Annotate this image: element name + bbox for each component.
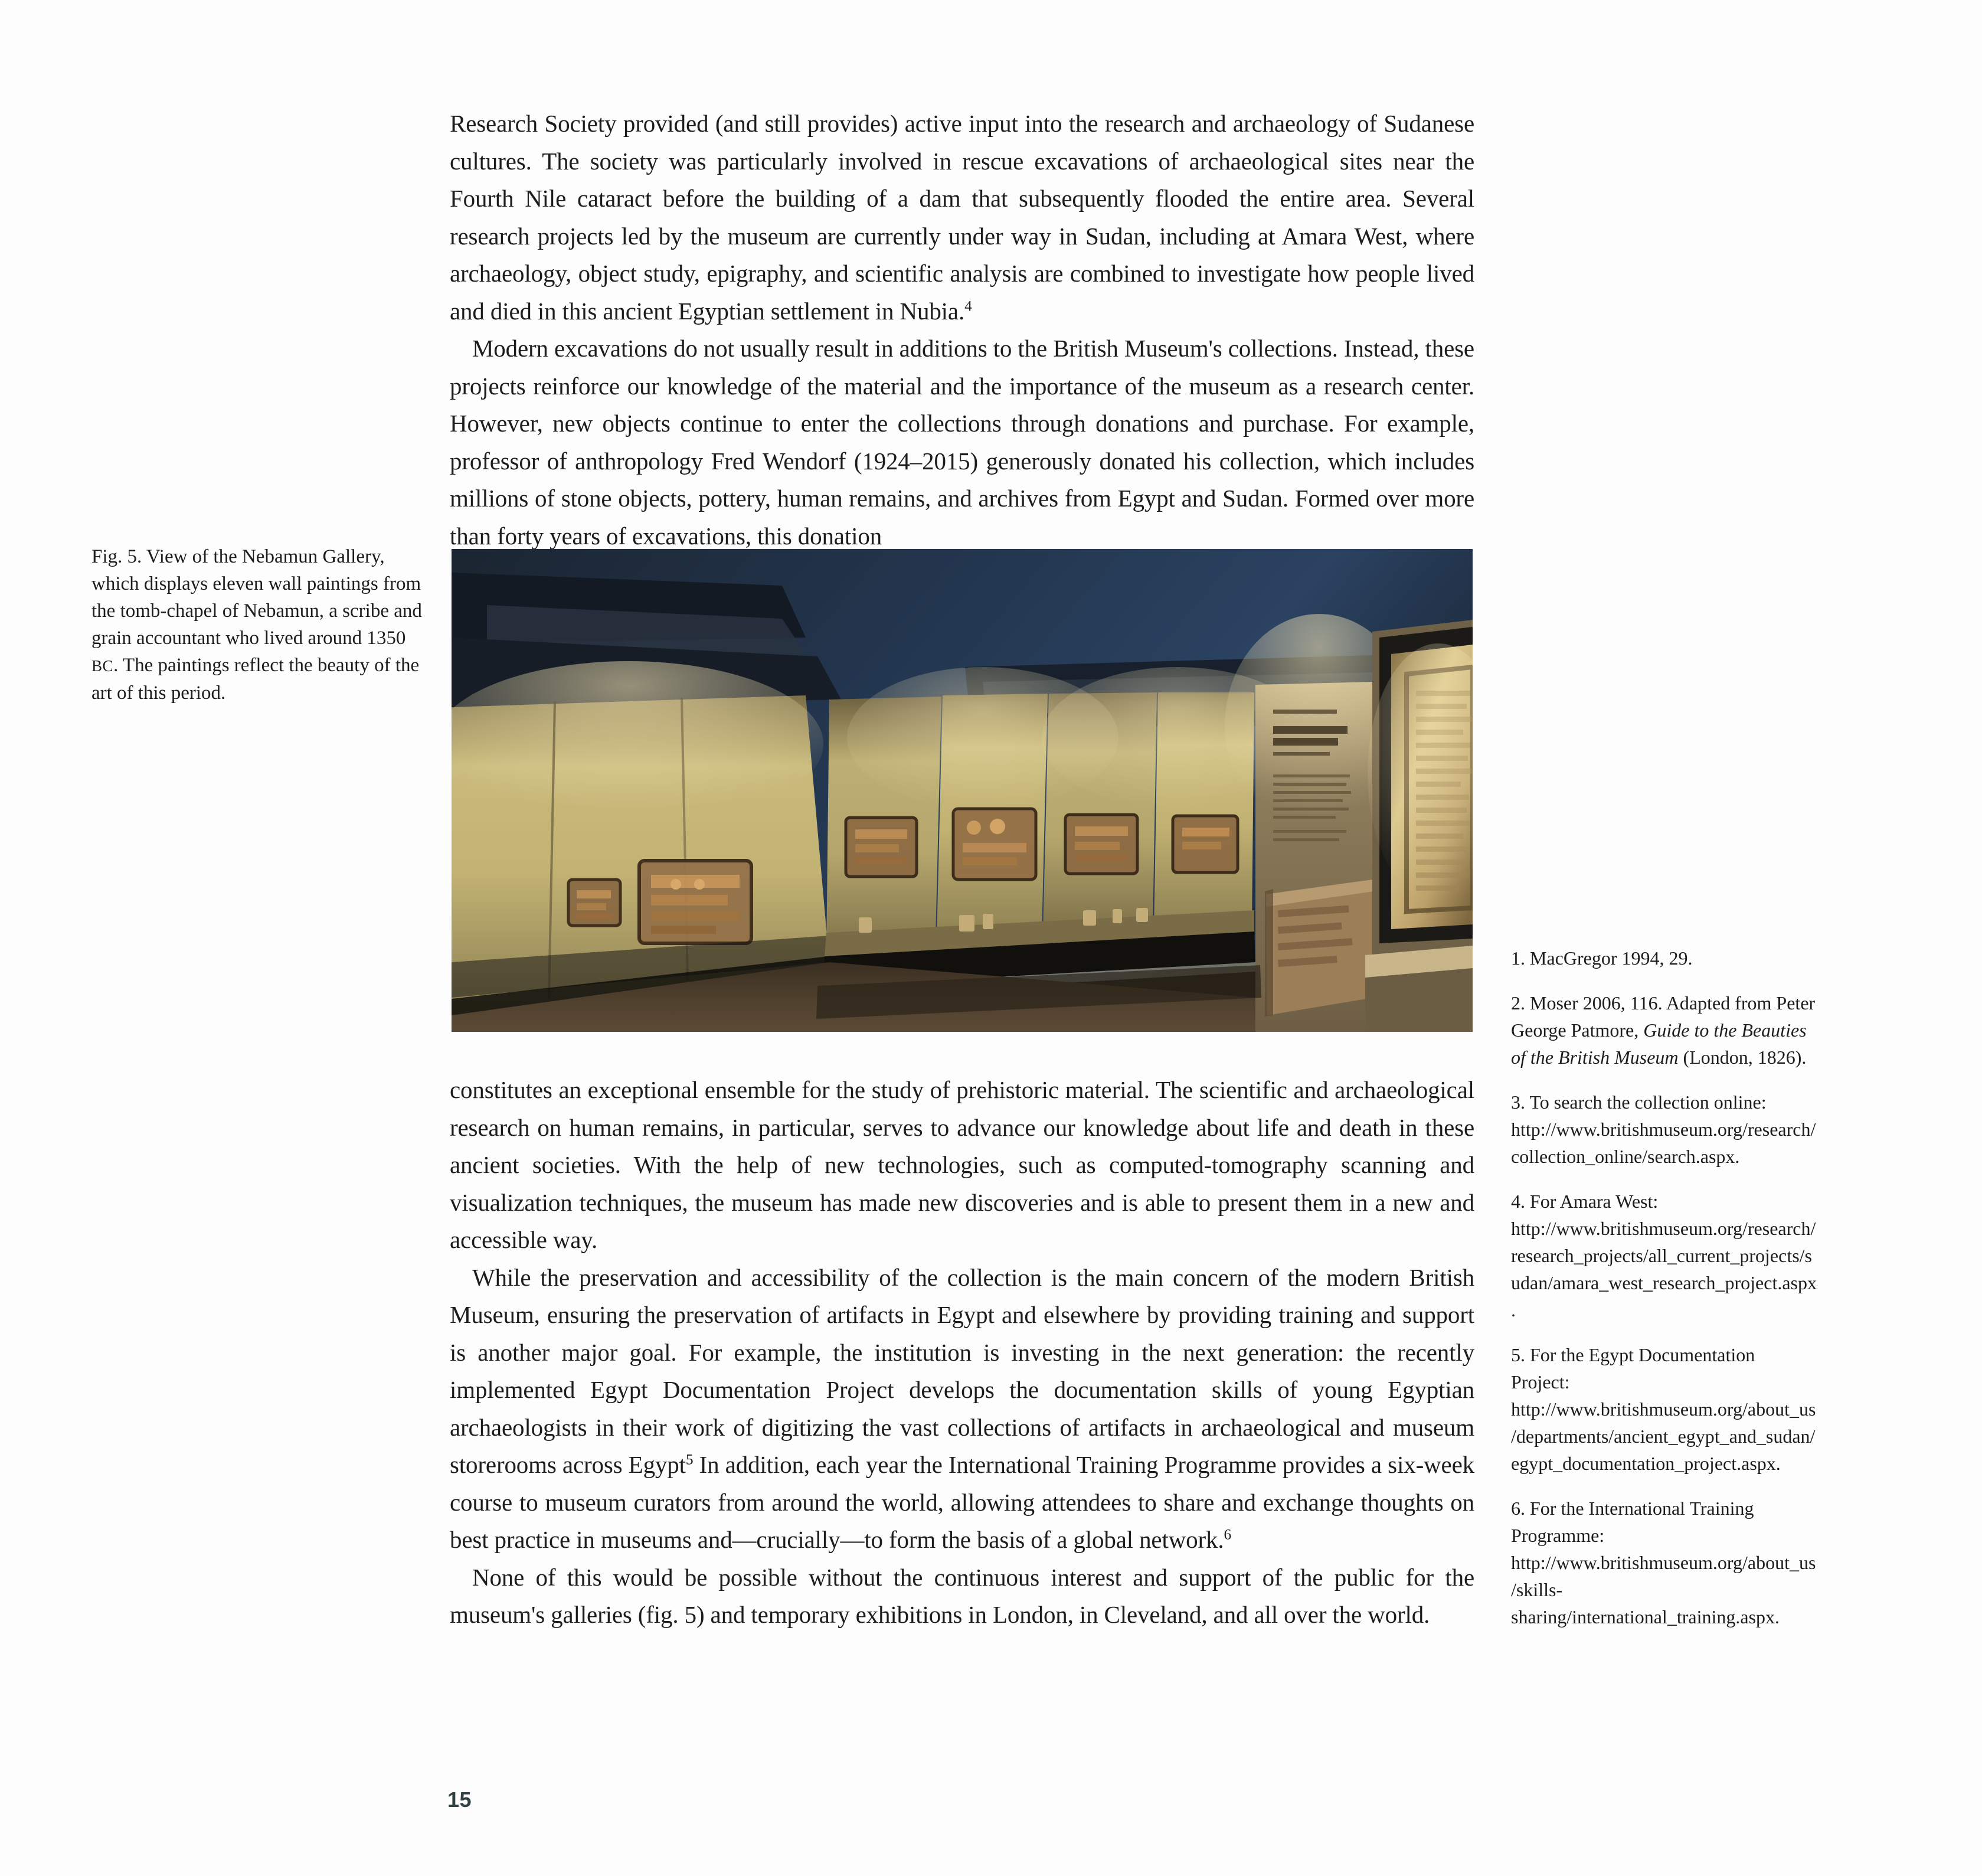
endnote-text-part-1: 2. Moser 2006, 116. Adapted from Peter George Patmore, (1511, 992, 1816, 1041)
endnote-book-title: Guide to the Beauties of the British Museum (1511, 1019, 1807, 1068)
endnote-text: 6. For the International Training Programme: http://www.britishmuseum.org/about_us/skills-sharing/international_training.aspx. (1511, 1498, 1816, 1627)
endnote-6 (1511, 1495, 1818, 1630)
nebamun-gallery-photo (452, 549, 1473, 1032)
paragraph-while-preservation (450, 1259, 1474, 1559)
paragraph-text: None of this would be possible without the continuous interest and support of the public for the museum's galleries (fig. 5) and temporary exhibitions in London, in Cleveland, and all over the world. (450, 1563, 1474, 1628)
endnote-text: 4. For Amara West: http://www.britishmuseum.org/research/research_projects/all_current_projects/sudan/amara_west_research_project.aspx. (1511, 1191, 1817, 1321)
stone-fragment (1265, 880, 1373, 1017)
endnote-text: 3. To search the collection online: http://www.britishmuseum.org/research/collection_online/search.aspx. (1511, 1091, 1816, 1167)
figure-5-image-container (452, 549, 1473, 1032)
footnote-marker-5[interactable]: 5 (685, 1451, 694, 1468)
endnote-3 (1511, 1089, 1818, 1170)
endnote-text: 5. For the Egypt Documentation Project: http://www.britishmuseum.org/about_us/departments/ancient_egypt_and_sudan/egypt_documentation_project.aspx. (1511, 1344, 1816, 1474)
gallery-photo-artwork (452, 549, 1473, 1032)
main-text-column (450, 105, 1474, 555)
paragraph-none-of-this (450, 1559, 1474, 1634)
endnote-text: 1. MacGregor 1994, 29. (1511, 947, 1693, 969)
paragraph-text: Research Society provided (and still provides) active input into the research and archaeology of Sudanese cultures. The society was particularly involved in rescue excavations of archaeological sites near the Fourth Nile cataract before the building of a dam that subsequently flooded the entire area. Several research projects led by the museum are currently under way in Sudan, including at Amara West, where archaeology, object study, epigraphy, and scientific analysis are combined to investigate how people lived and died in this ancient Egyptian settlement in Nubia. (450, 110, 1474, 325)
paragraph-text: Modern excavations do not usually result in additions to the British Museum's collections. Instead, these projects reinforce our knowledge of the material and the importance of the museum as a research center. However, new objects continue to enter the collections through donations and purchase. For example, professor of anthropology Fred Wendorf (1924–2015) generously donated his collection, which includes millions of stone objects, pottery, human remains, and archives from Egypt and Sudan. Formed over more than forty years of excavations, this donation (450, 335, 1474, 550)
lower-text-column (450, 1071, 1474, 1634)
page-number: 15 (447, 1787, 472, 1812)
caption-text-lead: Fig. 5. View of the Nebamun Gallery, which displays eleven wall paintings from the tomb-chapel of Nebamun, a scribe and grain accountant who lived around 1350 (91, 546, 422, 649)
paragraph-constitutes (450, 1071, 1474, 1259)
endnote-1 (1511, 944, 1818, 972)
footnote-marker-6[interactable]: 6 (1224, 1526, 1232, 1543)
paragraph-modern-excavations (450, 330, 1474, 555)
endnote-5 (1511, 1341, 1818, 1477)
paragraph-text-before: While the preservation and accessibility of the collection is the main concern of the modern British Museum, ensuring the preservation of artifacts in Egypt and elsewhere by providing training and support is another major goal. For example, the institution is investing in the next generation: the recently implemented Egypt Documentation Project develops the documentation skills of young Egyptian archaeologists in their work of digitizing the vast collections of artifacts in archaeological and museum storerooms across Egypt (450, 1263, 1474, 1478)
endnote-2 (1511, 989, 1818, 1071)
caption-era-bc: BC (91, 657, 114, 675)
endnote-4 (1511, 1188, 1818, 1323)
footnote-marker-4[interactable]: 4 (964, 297, 972, 314)
paragraph-text-after: In addition, each year the International Training Programme provides a six-week course to museum curators from around the world, allowing attendees to share and exchange thoughts on best practice in museums and—crucially—to form the basis of a global network. (450, 1451, 1474, 1553)
paragraph-research-society (450, 105, 1474, 330)
endnotes-column (1511, 944, 1818, 1648)
endnote-text-part-3: (London, 1826). (1678, 1047, 1807, 1068)
caption-text-tail: . The paintings reflect the beauty of the art of this period. (91, 655, 420, 704)
paragraph-text: constitutes an exceptional ensemble for the study of prehistoric material. The scientific and archaeological research on human remains, in particular, serves to advance our knowledge about life and death in these ancient societies. With the help of new technologies, such as computed-tomography scanning and visualization techniques, the museum has made new discoveries and is able to present them in a new and accessible way. (450, 1076, 1474, 1253)
figure-caption (91, 543, 422, 707)
